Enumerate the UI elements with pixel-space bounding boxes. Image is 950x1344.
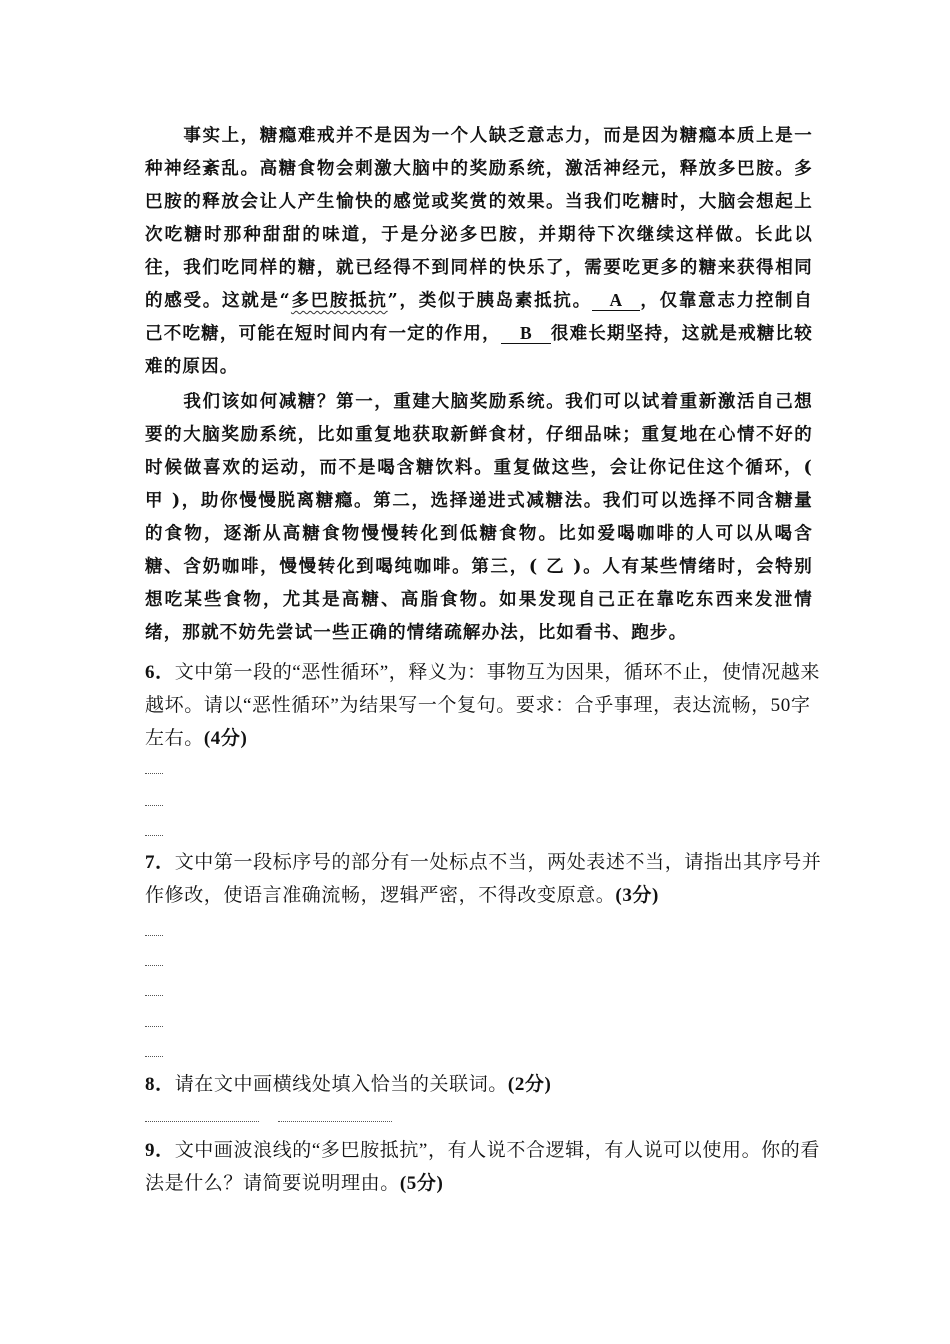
para2-text: 我们该如何减糖？第一，重建大脑奖励系统。我们可以试着重新激活自己想要的大脑奖励系统，比如重复地获取新鲜食材，仔细品味；重复地在心情不好的时候做喜欢的运动，而不是喝含糖饮料。重复做这些，会让你记住这个循环，( 甲 )，助你慢慢脱离糖瘾。第二，选择递进式减糖法。我们可以选择不同含糖量的食物，逐渐从高糖食物慢慢转化到低糖食物。比如爱喝咖啡的人可以从喝含糖、含奶咖啡，慢慢转化到喝纯咖啡。第三，( 乙 )。人有某些情绪时，会特别想吃某些食物，尤其是高糖、高脂食物。如果发现自己正在靠吃东西来发泄情绪，那就不妨先尝试一些正确的情绪疏解办法，比如看书、跑步。 bbox=[145, 392, 813, 643]
question-number: 6． bbox=[145, 662, 175, 683]
blank-a[interactable]: A bbox=[592, 290, 640, 311]
answer-line-b[interactable] bbox=[278, 1121, 392, 1122]
answer-line[interactable] bbox=[145, 773, 163, 774]
question-score: (5分) bbox=[399, 1173, 444, 1194]
para1-text-3: ，仅靠意志力控制自己不吃糖，可能在短时间内有一定的作用， bbox=[145, 291, 813, 344]
passage-paragraph-2 bbox=[145, 386, 813, 650]
question-text: 文中第一段的“恶性循环”，释义为：事物互为因果，循环不止，使情况越来越坏。请以“恶性循环”为结果写一个复句。要求：合乎事理，表达流畅，50字左右。 bbox=[145, 662, 820, 749]
para1-text-2: ”，类似于胰岛素抵抗。 bbox=[387, 291, 592, 311]
question-9 bbox=[145, 1134, 825, 1200]
question-score: (4分) bbox=[203, 728, 248, 749]
question-score: (3分) bbox=[615, 885, 659, 906]
answer-line[interactable] bbox=[145, 935, 163, 936]
question-8 bbox=[145, 1068, 825, 1101]
question-text: 文中第一段标序号的部分有一处标点不当，两处表述不当，请指出其序号并作修改，使语言准确流畅，逻辑严密，不得改变原意。 bbox=[145, 852, 822, 906]
para1-text-4: 很难长期坚持，这就是戒糖比较难的原因。 bbox=[145, 324, 813, 377]
question-text: 请在文中画横线处填入恰当的关联词。 bbox=[174, 1074, 508, 1095]
answer-line[interactable] bbox=[145, 805, 163, 806]
answer-line[interactable] bbox=[145, 1056, 163, 1057]
question-number: 7． bbox=[145, 852, 175, 873]
answer-line[interactable] bbox=[145, 835, 163, 836]
para1-text: 事实上，糖瘾难戒并不是因为一个人缺乏意志力，而是因为糖瘾本质上是一种神经紊乱。高糖食物会刺激大脑中的奖励系统，激活神经元，释放多巴胺。多巴胺的释放会让人产生愉快的感觉或奖赏的效果。当我们吃糖时，大脑会想起上次吃糖时那种甜甜的味道，于是分泌多巴胺，并期待下次继续这样做。长此以往，我们吃同样的糖，就已经得不到同样的快乐了，需要吃更多的糖来获得相同的感受。这就是“ bbox=[145, 126, 813, 311]
question-text: 文中画波浪线的“多巴胺抵抗”，有人说不合逻辑，有人说可以使用。你的看法是什么？请简要说明理由。 bbox=[145, 1140, 820, 1194]
question-score: (2分) bbox=[507, 1074, 552, 1095]
question-number: 9． bbox=[145, 1140, 175, 1161]
answer-line[interactable] bbox=[145, 1026, 163, 1027]
answer-line[interactable] bbox=[145, 995, 163, 996]
wavy-underlined-term: 多巴胺抵抗 bbox=[290, 291, 388, 311]
blank-b[interactable]: B bbox=[501, 323, 551, 344]
question-number: 8． bbox=[145, 1074, 175, 1095]
answer-line-a[interactable] bbox=[145, 1121, 259, 1122]
answer-line[interactable] bbox=[145, 965, 163, 966]
passage-paragraph-1 bbox=[145, 120, 813, 384]
question-7 bbox=[145, 846, 825, 912]
question-6 bbox=[145, 656, 825, 755]
